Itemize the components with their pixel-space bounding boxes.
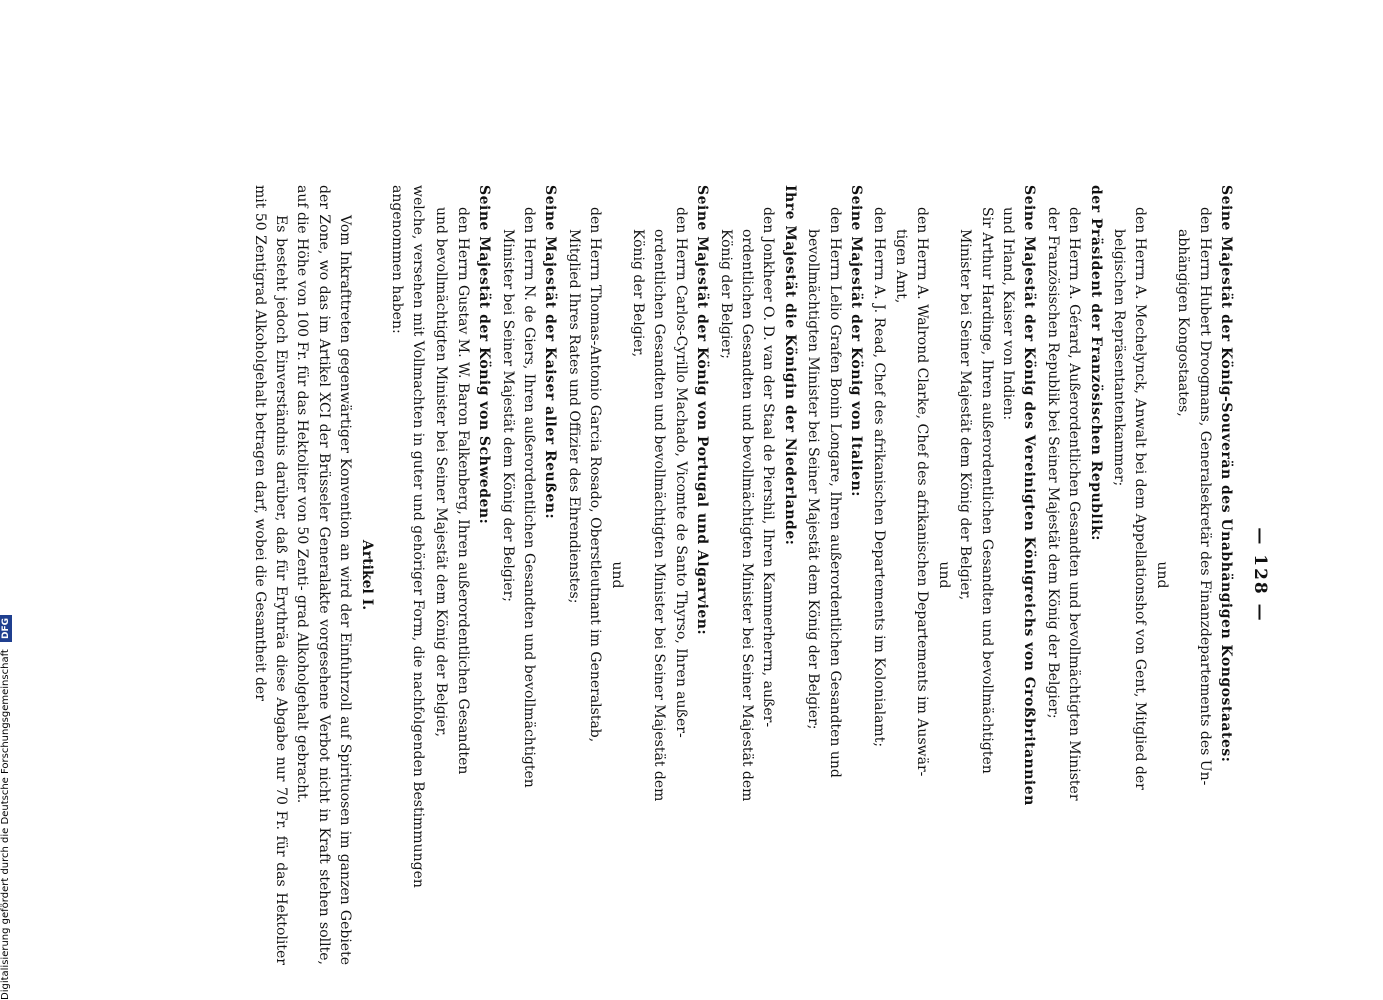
party-line: der Französischen Republik bei Seiner Majestät dem König der Belgier;	[1044, 207, 1061, 719]
party-line: abhängigen Kongostaates,	[1175, 229, 1192, 417]
dfg-footer	[0, 615, 12, 1000]
party-line: König der Belgier,	[630, 229, 647, 358]
party-block	[802, 185, 866, 965]
party-sovereign: der Präsident der Französischen Republik:	[1087, 185, 1104, 541]
party-line: und bevollmächtigten Minister bei Seiner Majestät dem König der Belgier,	[433, 207, 450, 738]
party-line: den Herrn Carlos-Cyrillo Machado, Vicomte de Santo Thyrso, Ihren außer-	[672, 207, 689, 738]
party-line: den Herrn A. Gérard, Außerordentlichen Gesandten und bevollmächtigten Minister	[1066, 207, 1083, 801]
party-block	[1041, 185, 1105, 965]
party-block	[562, 185, 712, 965]
article-paragraph-2	[248, 185, 291, 965]
party-line: den Jonkheer O. D. van der Staal de Piershil, Ihren Kammerherrn, außer-	[760, 207, 777, 728]
party-block	[430, 185, 494, 965]
party-sovereign: Seine Majestät der König von Portugal und Algarvien:	[694, 185, 711, 636]
party-line: ordentlichen Gesandten und bevollmächtigten Minister bei Seiner Majestät dem	[651, 229, 668, 802]
party-line: Mitglied Ihres Rates und Offizier des Ehrendienstes;	[565, 229, 582, 604]
article-paragraph-2-text: Es besteht jedoch Einverständnis darüber, daß für Erythräa diese Abgabe nur 70 Fr. für das Hektoliter mit 50 Zentigrad Alkoholgehalt betragen darf, wobei die Gesamtheit der	[251, 185, 289, 965]
party-line: und Irland, Kaiser von Indien:	[999, 207, 1016, 421]
party-line: den Herrn A. Walrond Clarke, Chef des afrikanischen Departements im Auswär-	[914, 207, 931, 777]
party-line: den Herrn Lelio Grafen Bonin Longare, Ihren außerordentlichen Gesandten und	[826, 207, 843, 778]
party-line: den Herrn Thomas-Antonio Garcia Rosado, Oberstleutnant im Generalstab,	[587, 207, 604, 743]
party-line: den Herrn N. de Giers, Ihren außerordentlichen Gesandten und bevollmächtigten	[521, 207, 537, 788]
party-block	[1108, 185, 1236, 965]
party-sovereign: Seine Majestät der König des Vereinigten Königreichs von Großbritannien	[1021, 185, 1038, 806]
article-heading: Artikel I.	[359, 539, 376, 611]
party-sovereign: Seine Majestät der König-Souverän des Unabhängigen Kongostaates:	[1218, 185, 1234, 763]
party-line: König der Belgier;	[717, 229, 734, 359]
party-line: bevollmächtigten Minister bei Seiner Majestät dem König der Belgier;	[805, 229, 822, 730]
party-sovereign: Ihre Majestät die Königin der Niederlande:	[781, 185, 798, 546]
closing-line-2: angenommen haben:	[388, 185, 405, 334]
party-line: Minister bei Seiner Majestät dem König der Belgier,	[957, 229, 974, 601]
closing-line-1: welche, versehen mit Vollmachten in guter und gehöriger Form, die nachfolgenden Bestimmungen	[409, 185, 426, 888]
article-paragraph-1	[291, 185, 355, 965]
dfg-logo: DFG	[0, 615, 12, 642]
party-line: ordentlichen Gesandten und bevollmächtigten Minister bei Seiner Majestät dem	[739, 229, 756, 802]
party-line: den Herrn A. J. Read, Chef des afrikanischen Departements im Kolonialamt;	[871, 207, 888, 748]
party-sovereign: Seine Majestät der Kaiser aller Reußen:	[542, 185, 559, 520]
party-line: den Herrn Hubert Droogmans, Generalsekretär des Finanzdepartements des Un-	[1196, 207, 1213, 786]
party-sovereign: Seine Majestät der König von Schweden:	[476, 185, 493, 525]
rotated-page	[130, 185, 1270, 965]
party-block	[714, 185, 800, 965]
party-list	[430, 185, 1236, 965]
party-line: den Herrn Gustav M. W. Baron Falkenberg, Ihren außerordentlichen Gesandten	[454, 207, 471, 775]
dfg-footer-text: Digitalisierung gefördert durch die Deutsche Forschungsgemeinschaft	[0, 649, 11, 1000]
party-block	[868, 185, 1039, 965]
party-line: Sir Arthur Hardinge, Ihren außerordentlichen Gesandten und bevollmächtigten	[978, 207, 995, 774]
party-line: und	[1153, 561, 1170, 589]
party-sovereign: Seine Majestät der König von Italien:	[848, 185, 865, 497]
page-number: — 128 —	[1250, 527, 1270, 623]
party-line: und	[935, 561, 952, 589]
party-line: den Herrn A. Mechelynck, Anwalt bei dem Appellationshof von Gent, Mitglied der	[1132, 207, 1149, 790]
party-line: belgischen Repräsentantenkammer;	[1110, 229, 1127, 487]
party-line: und	[608, 561, 625, 589]
party-block	[496, 185, 560, 965]
party-line: Minister bei Seiner Majestät dem König der Belgier;	[499, 229, 516, 603]
party-line: tigen Amt,	[892, 229, 909, 304]
article-paragraph-1-text: Vom Inkrafttreten gegenwärtiger Konvention an wird der Einfuhrzoll auf Spirituosen im ganzen Gebiete der Zone, wo das im Artikel XCI der Brüsseler Generalakte vorgesehene Verbot nicht in Kraft stehen sollte, auf die Höhe von 100 Fr. für das Hektoliter von 50 Zenti- grad Alkoholgehalt gebracht.	[294, 185, 354, 965]
